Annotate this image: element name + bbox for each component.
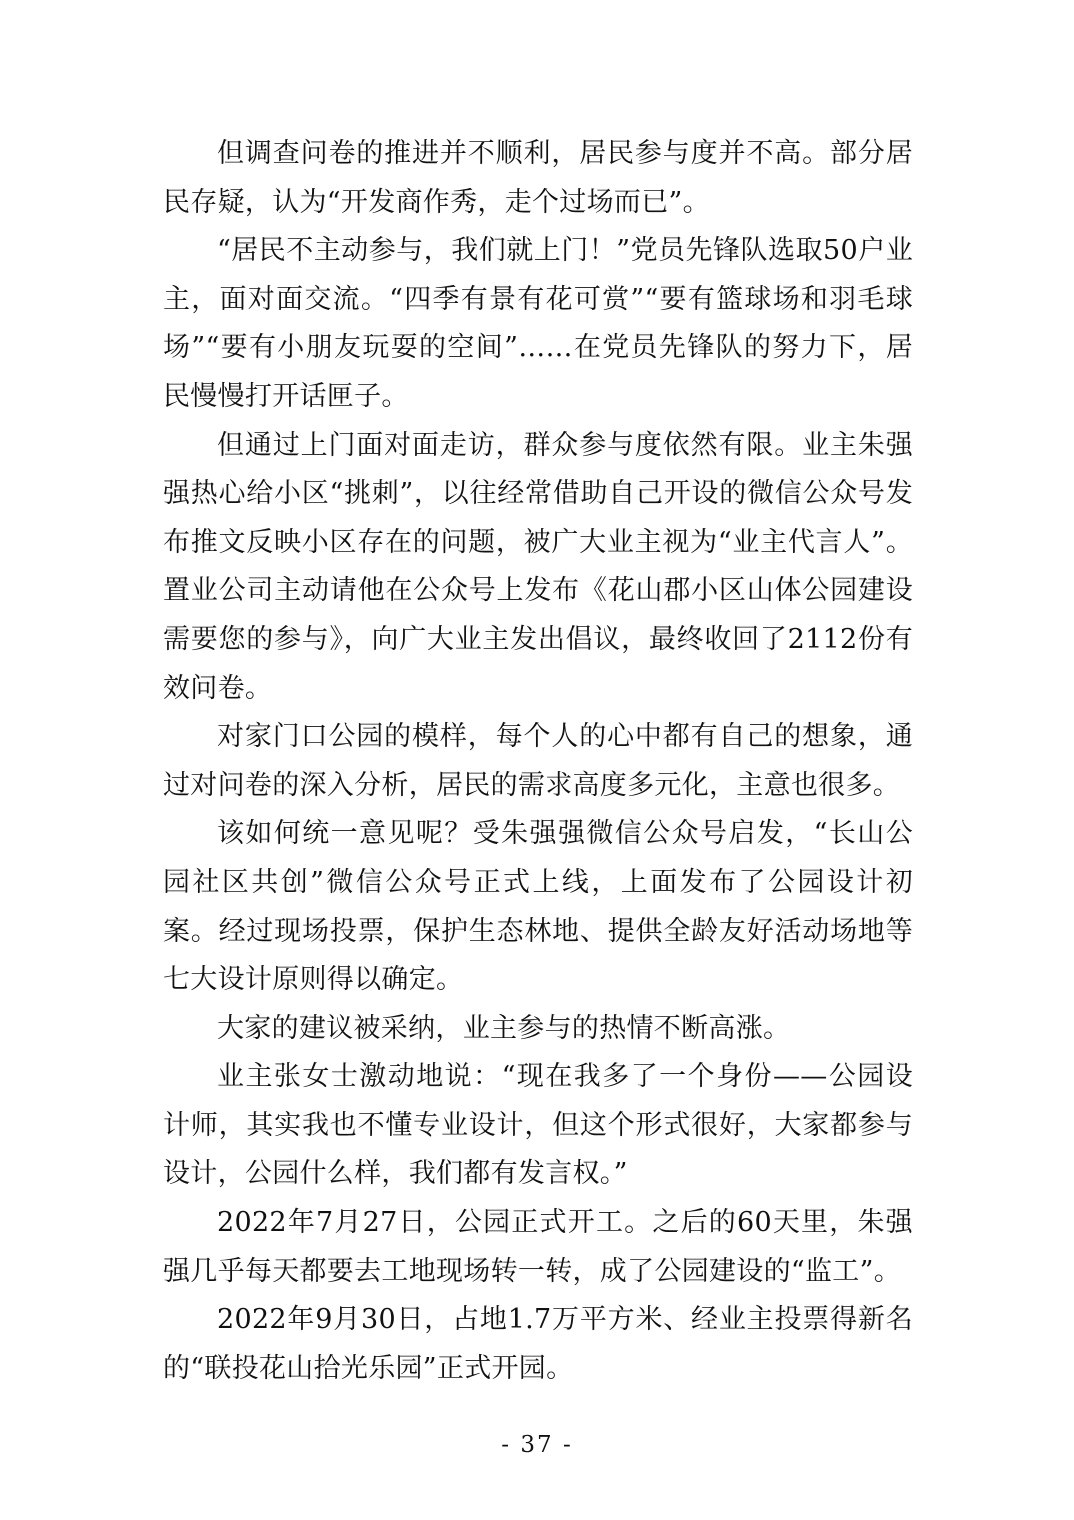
paragraph: “居民不主动参与，我们就上门！”党员先锋队选取50户业主，面对面交流。“四季有景有花可赏”“要有篮球场和羽毛球场”“要有小朋友玩耍的空间”……在党员先锋队的努力下，居民慢慢打开话匣子。	[163, 235, 913, 412]
paragraph: 但通过上门面对面走访，群众参与度依然有限。业主朱强强热心给小区“挑刺”，以往经常借助自己开设的微信公众号发布推文反映小区存在的问题，被广大业主视为“业主代言人”。置业公司主动请他在公众号上发布《花山郡小区山体公园建设需要您的参与》，向广大业主发出倡议，最终收回了2112份有效问卷。	[163, 429, 913, 704]
paragraph: 2022年7月27日，公园正式开工。之后的60天里，朱强强几乎每天都要去工地现场转一转，成了公园建设的“监工”。	[163, 1207, 913, 1287]
paragraph: 大家的建议被采纳，业主参与的热情不断高涨。	[217, 1012, 791, 1044]
page-number: - 37 -	[501, 1432, 573, 1458]
document-body	[163, 130, 913, 1393]
paragraph: 业主张女士激动地说：“现在我多了一个身份——公园设计师，其实我也不懂专业设计，但这个形式很好，大家都参与设计，公园什么样，我们都有发言权。”	[163, 1061, 913, 1190]
paragraph: 2022年9月30日，占地1.7万平方米、经业主投票得新名的“联投花山拾光乐园”正式开园。	[163, 1304, 913, 1384]
paragraph: 但调查问卷的推进并不顺利，居民参与度并不高。部分居民存疑，认为“开发商作秀，走个过场而已”。	[163, 138, 913, 218]
paragraph: 对家门口公园的模样，每个人的心中都有自己的想象，通过对问卷的深入分析，居民的需求高度多元化，主意也很多。	[163, 721, 913, 801]
paragraph: 该如何统一意见呢？受朱强强微信公众号启发，“长山公园社区共创”微信公众号正式上线，上面发布了公园设计初案。经过现场投票，保护生态林地、提供全龄友好活动场地等七大设计原则得以确定。	[163, 818, 913, 996]
